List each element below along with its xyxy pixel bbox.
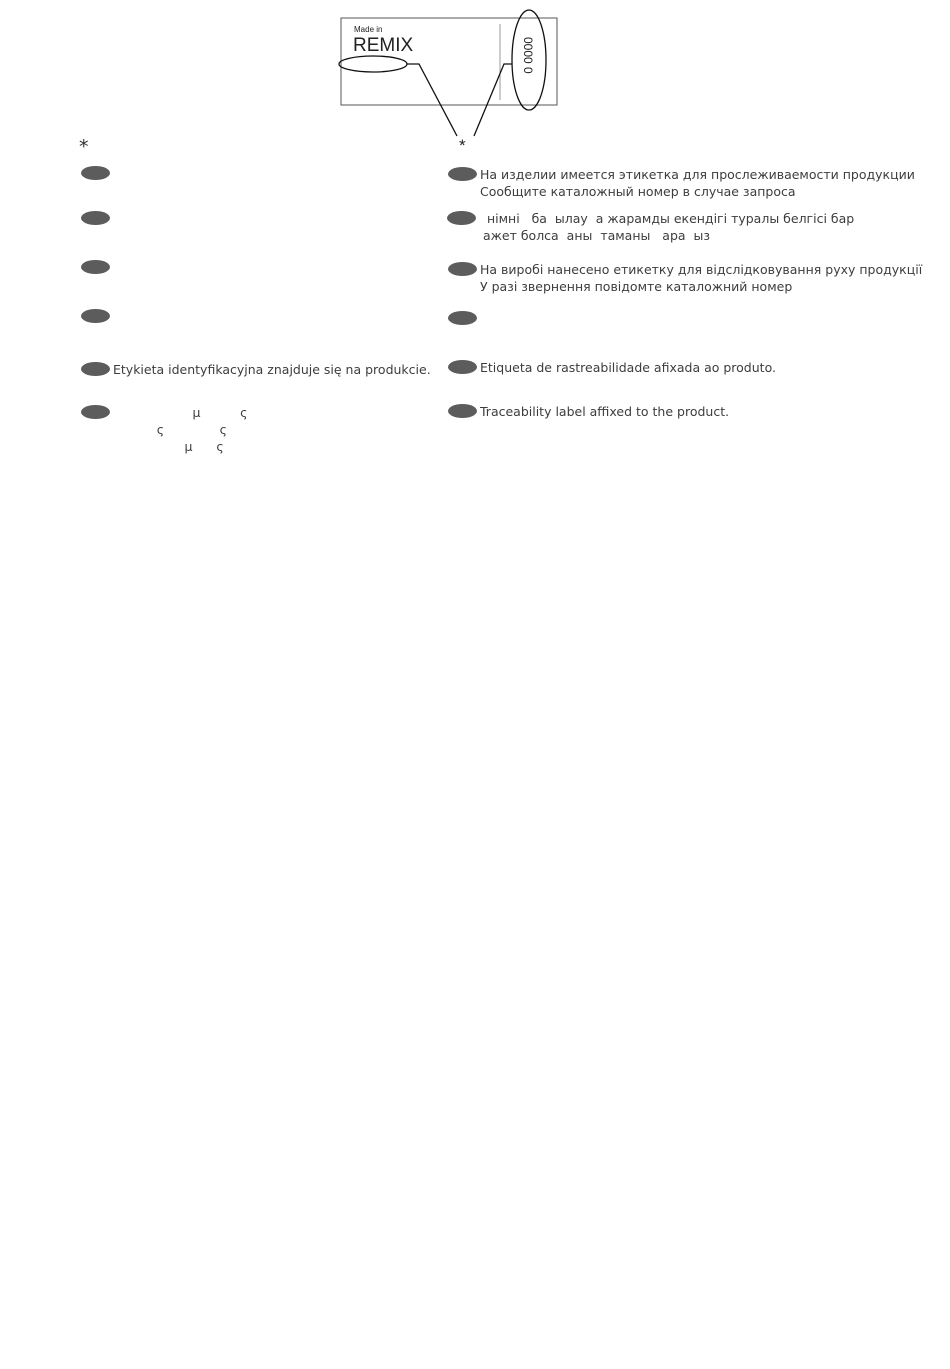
language-badge — [81, 166, 110, 180]
entry-line: ажет болса аны таманы ара ыз — [479, 228, 711, 243]
entry-line: На виробі нанесено етикетку для відслідковування руху продукції — [480, 262, 923, 277]
language-badge — [81, 211, 110, 225]
entry-line: Traceability label affixed to the product. — [480, 404, 730, 419]
language-badge — [81, 309, 110, 323]
callout-ellipse-left — [339, 56, 407, 72]
footnote-asterisk: * — [79, 136, 89, 158]
entry-line: На изделии имеется этикетка для прослеживаемости продукции — [480, 167, 915, 182]
entry-line: Etiqueta de rastreabilidade afixada ao produto. — [480, 360, 776, 375]
language-badge — [81, 260, 110, 274]
label-brand: REMIX — [353, 35, 414, 56]
callout-line-right — [474, 64, 512, 136]
callout-asterisk: * — [459, 136, 466, 155]
language-badge — [81, 405, 110, 419]
language-badge — [447, 211, 476, 225]
entry-line: У разі звернення повідомте каталожний номер — [480, 279, 793, 294]
entry-line: Сообщите каталожный номер в случае запроса — [480, 184, 796, 199]
traceability-label-illustration — [0, 0, 950, 160]
language-badge — [448, 360, 477, 374]
callout-line-left — [407, 64, 457, 136]
entry-line: німні ба ылау а жарамды екендігі туралы белгісі бар — [479, 211, 855, 226]
entry-line: ς ς — [113, 422, 228, 437]
language-badge — [448, 262, 477, 276]
language-badge — [448, 404, 477, 418]
language-badge — [81, 362, 110, 376]
entry-line: Etykieta identyfikacyjna znajduje się na produkcie. — [113, 362, 431, 377]
entry-line: μ ς — [113, 439, 224, 454]
language-badge — [448, 311, 477, 325]
label-code: 0000 0 — [521, 37, 535, 74]
entry-line: μ ς — [113, 405, 248, 420]
language-badge — [448, 167, 477, 181]
label-made-in: Made in — [354, 25, 383, 34]
